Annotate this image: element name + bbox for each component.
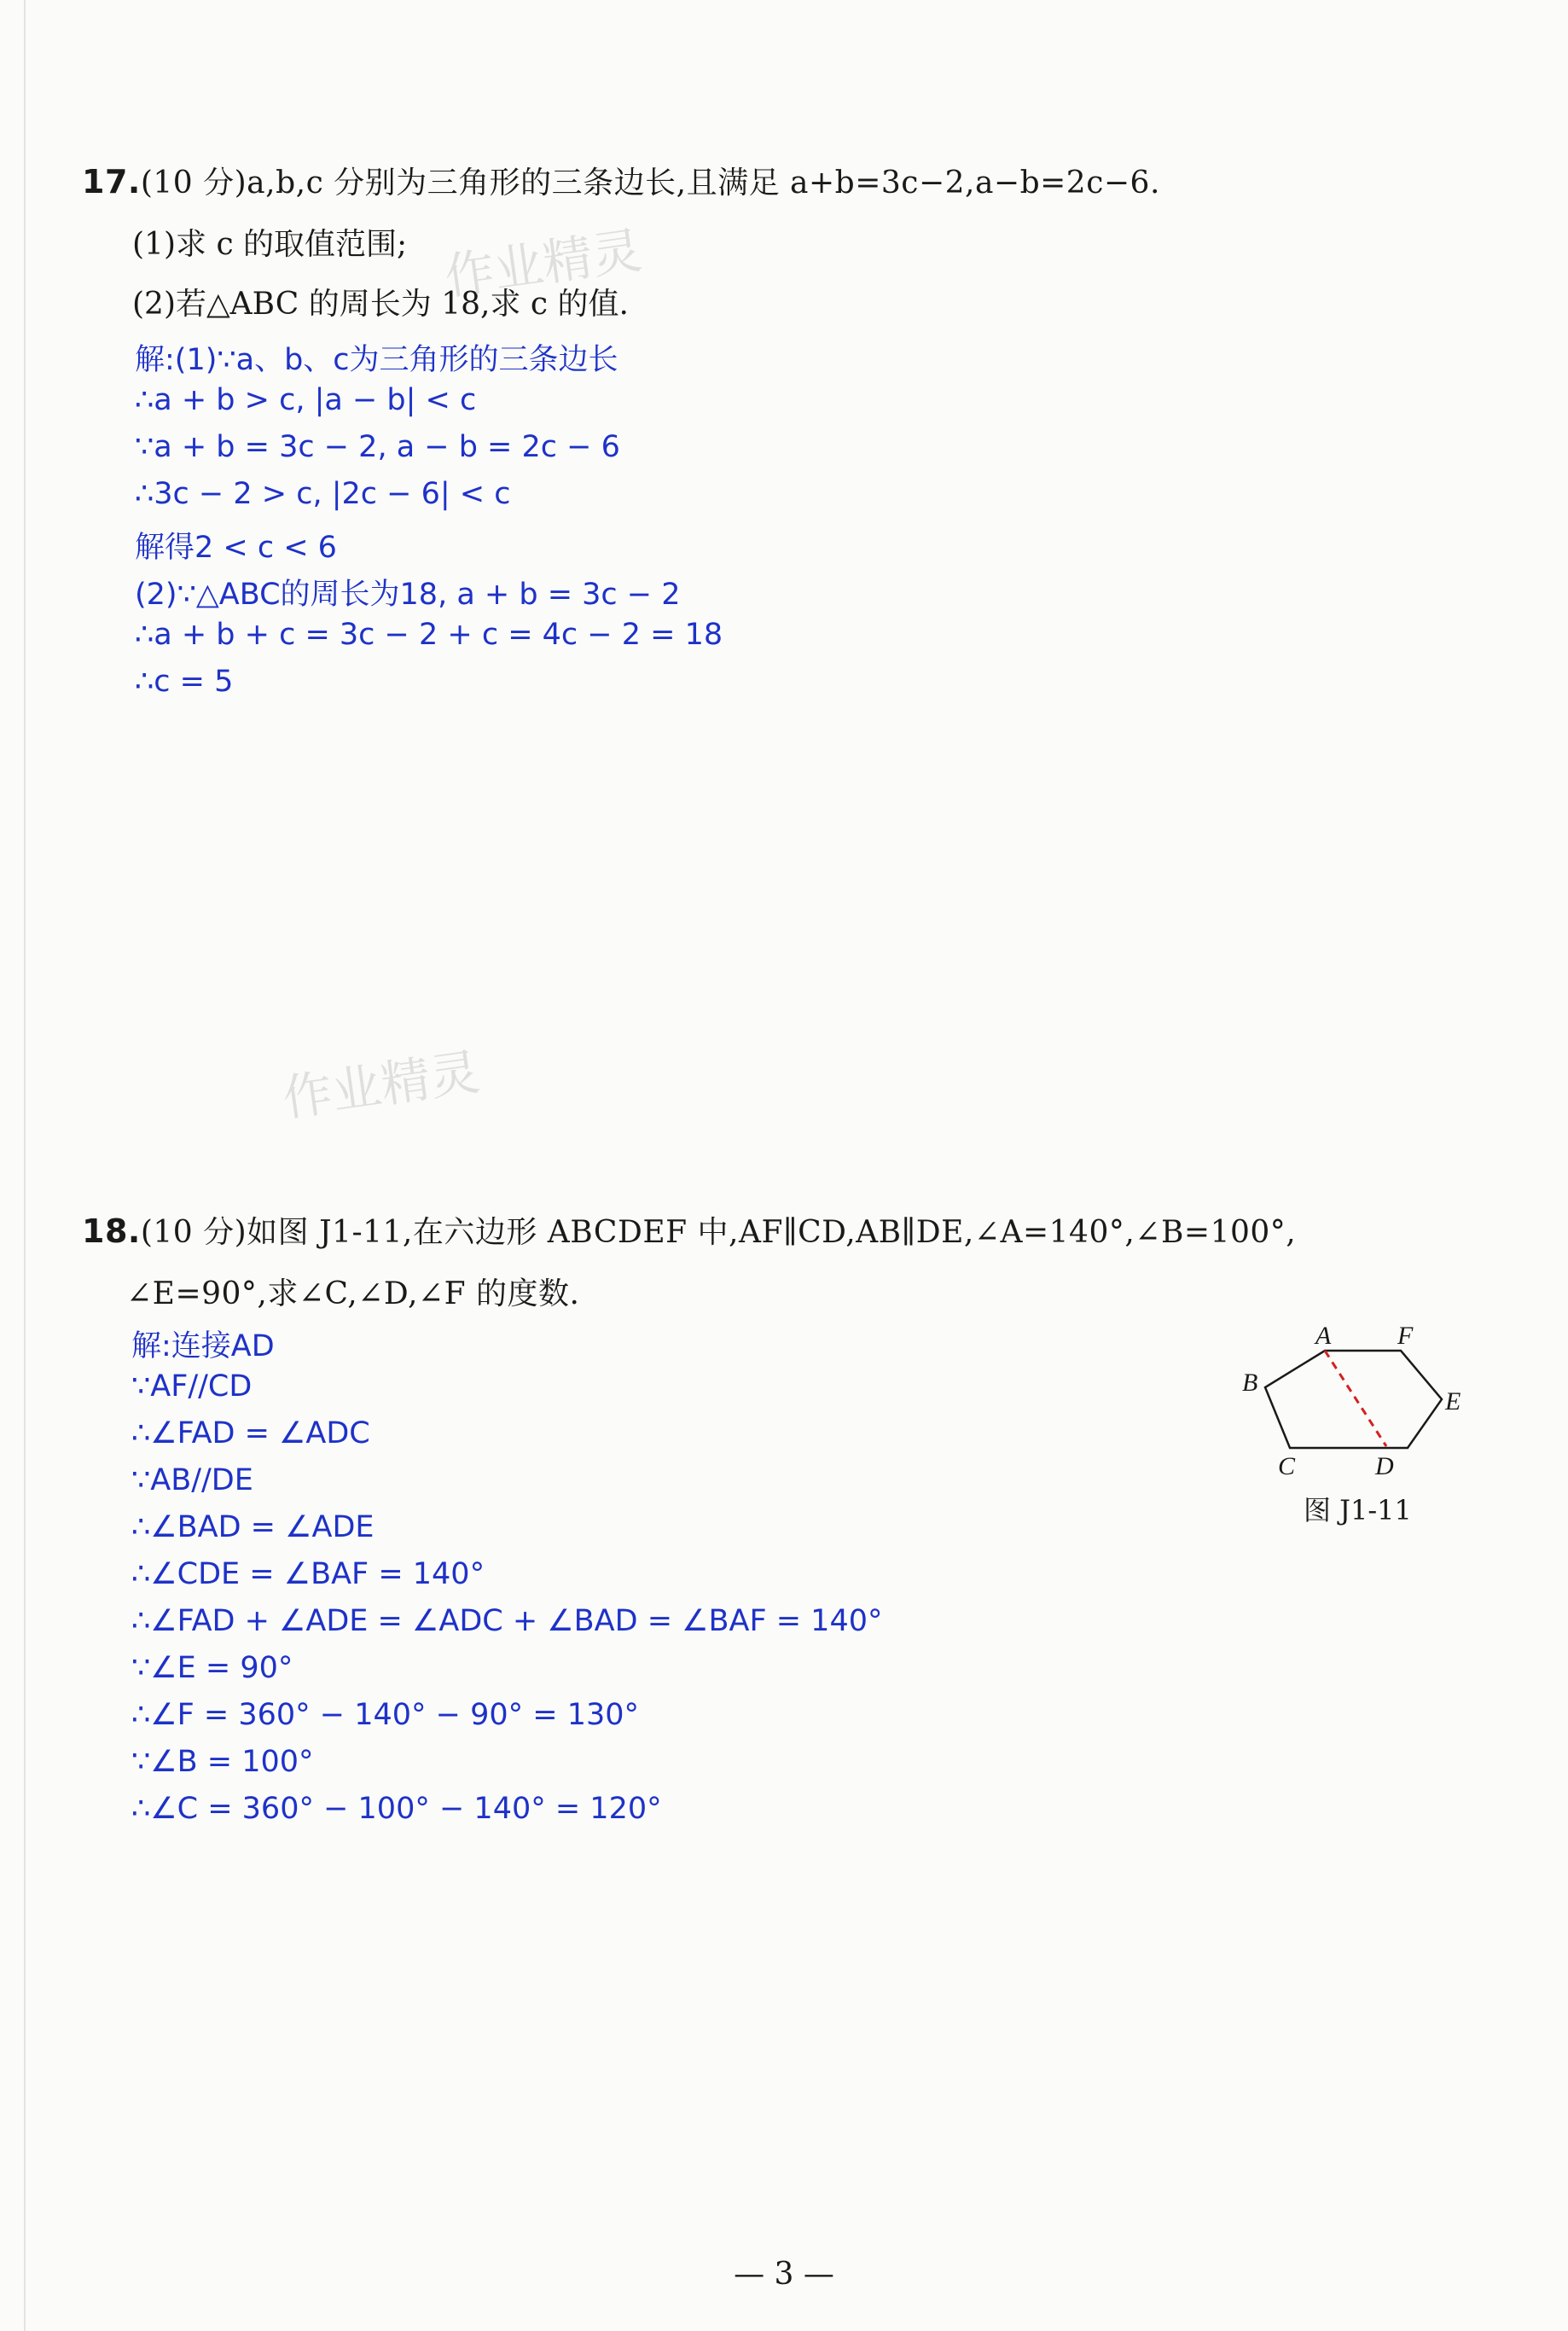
q18-number: 18. [82,1212,141,1250]
q18-answer-line: ∴∠FAD = ∠ADC [131,1416,370,1450]
q18-answer-line: ∴∠BAD = ∠ADE [131,1510,375,1544]
figure-caption: 图 J1-11 [1304,1494,1412,1526]
q17-answer-line: (2)∵△ABC的周长为18, a + b = 3c − 2 [135,578,681,612]
q17-answer-line: ∴a + b + c = 3c − 2 + c = 4c − 2 = 18 [135,618,723,652]
page-edge-shadow [24,0,26,2331]
vertex-label-c: C [1278,1452,1296,1480]
q18-answer-line: ∵AF//CD [131,1369,253,1404]
q18-stem-text: (10 分)如图 J1-11,在六边形 ABCDEF 中,AF∥CD,AB∥DE,∠A=140°,∠B=100°, [140,1215,1297,1250]
auxiliary-line-ad [1325,1351,1386,1446]
q17-part2: (2)若△ABC 的周长为 18,求 c 的值. [132,287,629,322]
q18-answer-line: ∵∠B = 100° [131,1745,314,1779]
q18-answer-line: ∴∠CDE = ∠BAF = 140° [131,1557,485,1591]
q18-answer-line: ∴∠F = 360° − 140° − 90° = 130° [131,1698,640,1732]
watermark: 作业精灵 [279,1043,484,1128]
q17-answer-line: ∴c = 5 [135,665,234,699]
vertex-label-d: D [1375,1452,1394,1480]
vertex-label-e: E [1445,1387,1461,1415]
q17-answer-line: 解:(1)∵a、b、c为三角形的三条边长 [135,343,618,377]
q18-stem-line2: ∠E=90°,求∠C,∠D,∠F 的度数. [126,1276,580,1311]
q17-part1: (1)求 c 的取值范围; [132,227,408,262]
q17-answer-line: 解得2 < c < 6 [135,531,337,565]
q17-answer-line: ∴a + b > c, |a − b| < c [135,383,477,417]
watermark: 作业精灵 [441,221,646,306]
page-number: — 3 — [734,2257,834,2292]
hexagon-outline [1265,1351,1442,1448]
q18-answer-line: ∴∠FAD + ∠ADE = ∠ADC + ∠BAD = ∠BAF = 140° [131,1604,883,1638]
q17-answer-line: ∵a + b = 3c − 2, a − b = 2c − 6 [135,430,620,464]
q18-stem-line1 [82,1208,1296,1252]
q18-answer-line: ∵∠E = 90° [131,1651,293,1685]
vertex-label-a: A [1315,1322,1332,1350]
q18-answer-line: ∴∠C = 360° − 100° − 140° = 120° [131,1792,662,1826]
vertex-label-f: F [1397,1322,1414,1350]
vertex-label-b: B [1242,1369,1258,1397]
q17-answer-line: ∴3c − 2 > c, |2c − 6| < c [135,477,511,511]
q17-stem-text: (10 分)a,b,c 分别为三角形的三条边长,且满足 a+b=3c−2,a−b=2c−6. [140,166,1160,201]
q18-answer-line: 解:连接AD [131,1329,275,1363]
q17-number: 17. [82,163,141,201]
q18-answer-line: ∵AB//DE [131,1463,253,1497]
hexagon-figure [1237,1314,1484,1485]
q17-stem [82,159,1160,202]
